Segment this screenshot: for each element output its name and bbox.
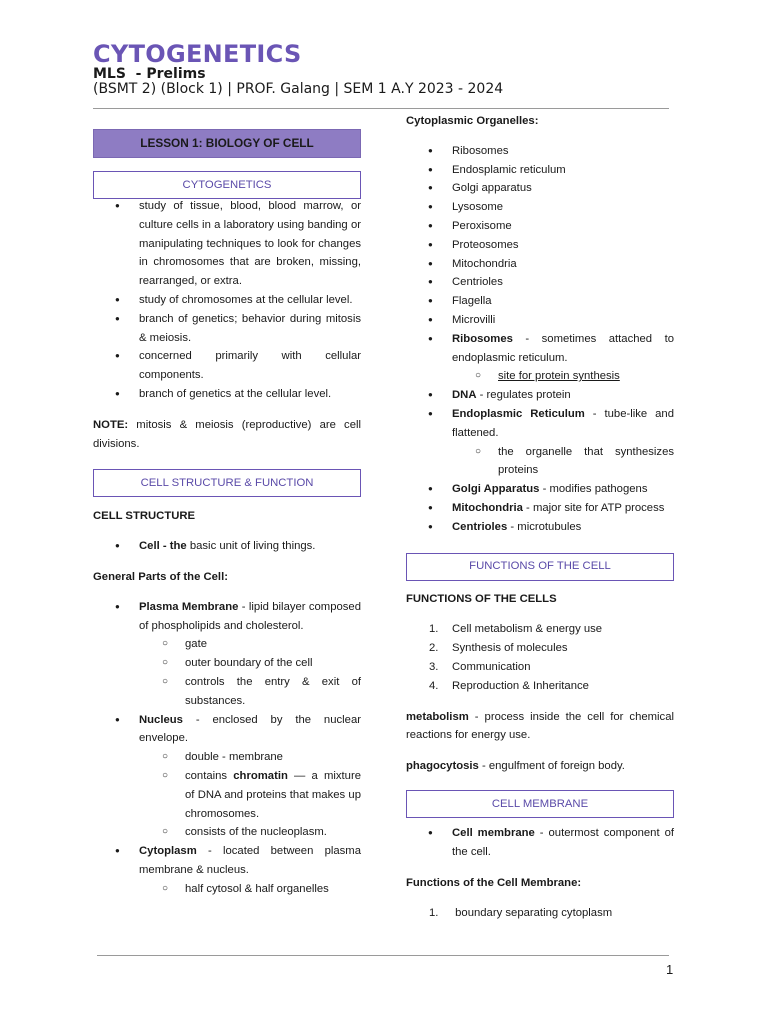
nucleus-text: - enclosed by the nuclear envelope.	[139, 713, 361, 745]
cell-membrane-label: Cell membrane	[452, 826, 535, 839]
list-item: ● Microvilli	[406, 311, 674, 330]
cell-text: basic unit of living things.	[186, 540, 316, 553]
sub-list-item: ○ consists of the nucleoplasm.	[139, 823, 361, 842]
page-number: 1	[666, 962, 674, 977]
list-item-ribosomes	[406, 330, 674, 368]
list-item: ● branch of genetics at the cellular level.	[93, 385, 361, 404]
organelles-heading: Cytoplasmic Organelles:	[406, 115, 539, 127]
item-number: 1.	[429, 623, 439, 636]
list-item: ● Lysosome	[406, 198, 674, 217]
list-item: ● study of chromosomes at the cellular level.	[93, 291, 361, 310]
item-text: Synthesis of molecules	[452, 642, 568, 655]
cytoplasm-label: Cytoplasm	[139, 845, 197, 858]
general-parts-heading: General Parts of the Cell:	[93, 570, 228, 583]
note-label: NOTE:	[93, 418, 129, 431]
phagocytosis-label: phagocytosis	[406, 760, 479, 773]
item-number: 4.	[429, 679, 439, 692]
er-text: - tube-like and flattened.	[452, 407, 674, 439]
metabolism-label: metabolism	[406, 710, 469, 723]
footer-divider	[97, 955, 669, 956]
list-item	[93, 537, 361, 556]
nucleus-sublist-wrapper	[93, 748, 361, 842]
ribosomes-text: - sometimes attached to endoplasmic reticulum.	[452, 332, 674, 364]
section-header-cell-structure	[93, 469, 361, 497]
cell-membrane-functions-heading: Functions of the Cell Membrane:	[406, 876, 582, 889]
cell-membrane-text: - outermost component of the cell.	[452, 826, 674, 858]
cytoplasm-sublist	[139, 880, 361, 899]
list-item: ● branch of genetics; behavior during mitosis & meiosis.	[93, 310, 361, 348]
list-item	[406, 658, 674, 677]
cell-parts-list	[93, 598, 361, 899]
list-item-mitochondria	[406, 499, 674, 518]
list-item-dna	[406, 386, 674, 405]
cell-structure-heading: CELL STRUCTURE	[93, 510, 196, 523]
list-item	[406, 620, 674, 639]
sub-list-item	[139, 767, 361, 823]
ribosomes-sublist-wrapper	[406, 367, 674, 386]
list-item: ● study of tissue, blood, blood marrow, or culture cells in a laboratory using banding or manipulating techniques to look for changes in chromosomes that are broken, missing, rearranged, or extra.	[93, 197, 361, 291]
chromatin-pre: contains	[185, 769, 234, 782]
header-divider	[93, 108, 669, 109]
ribosomes-label: Ribosomes	[452, 332, 513, 345]
list-item: ● Flagella	[406, 292, 674, 311]
organelles-list	[406, 142, 674, 537]
right-column	[406, 112, 674, 923]
item-number: 2.	[429, 642, 439, 655]
document-meta: (BSMT 2) (Block 1) | PROF. Galang | SEM 1 A.Y 2023 - 2024	[93, 81, 504, 97]
golgi-label: Golgi Apparatus	[452, 483, 540, 496]
cytogenetics-definition-list	[93, 197, 361, 404]
lesson-title-box	[93, 129, 361, 158]
nucleus-label: Nucleus	[139, 713, 183, 726]
sub-list-item: ○ gate	[139, 635, 361, 654]
list-item: ● Proteosomes	[406, 236, 674, 255]
metabolism-paragraph	[406, 708, 674, 746]
chromatin-post: — a mixture of DNA and proteins that makes up chromosomes.	[185, 769, 362, 820]
list-item	[406, 639, 674, 658]
list-item: ● Endosplamic reticulum	[406, 161, 674, 180]
item-text: Communication	[452, 660, 531, 673]
mitochondria-label: Mitochondria	[452, 501, 523, 514]
plasma-membrane-text: - lipid bilayer composed of phospholipids and cholesterol.	[139, 600, 361, 632]
cell-membrane-functions-list	[406, 904, 674, 923]
phagocytosis-paragraph	[406, 757, 674, 776]
phagocytosis-text: - engulfment of foreign body.	[478, 760, 625, 773]
section-header-cell-membrane	[406, 790, 674, 818]
list-item-centrioles	[406, 518, 674, 537]
er-sublist	[452, 443, 674, 481]
list-item: ● Ribosomes	[406, 142, 674, 161]
section-title: FUNCTIONS OF THE CELL	[469, 560, 611, 573]
list-item: ● Peroxisome	[406, 217, 674, 236]
list-item: ● Mitochondria	[406, 255, 674, 274]
golgi-text: - modifies pathogens	[539, 483, 648, 496]
cytoplasm-text: - located between plasma membrane & nucleus.	[139, 845, 361, 876]
section-header-cytogenetics	[93, 171, 361, 199]
item-number: 1.	[429, 907, 439, 920]
mitochondria-text: - major site for ATP process	[522, 501, 665, 514]
list-item: ● concerned primarily with cellular components.	[93, 347, 361, 385]
section-title: CELL MEMBRANE	[491, 797, 589, 810]
er-sublist-wrapper	[406, 443, 674, 481]
metabolism-text: - process inside the cell for chemical reactions for energy use.	[406, 710, 674, 742]
plasma-membrane-label: Plasma Membrane	[139, 600, 239, 613]
list-item	[406, 904, 674, 923]
list-item	[406, 677, 674, 696]
item-text: boundary separating cytoplasm	[452, 907, 613, 920]
sub-list-item: ○ site for protein synthesis	[452, 367, 674, 386]
functions-heading: FUNCTIONS OF THE CELLS	[406, 592, 557, 605]
plasma-membrane-sublist	[139, 635, 361, 710]
dna-label: DNA	[452, 389, 477, 402]
centrioles-label: Centrioles	[452, 520, 508, 533]
cell-list	[93, 537, 361, 556]
list-item-nucleus	[93, 711, 361, 749]
sub-list-item: ○ half cytosol & half organelles	[139, 880, 361, 899]
cell-membrane-list	[406, 824, 674, 862]
plasma-membrane-sublist-wrapper	[93, 635, 361, 710]
note-paragraph	[93, 416, 361, 454]
list-item	[406, 824, 674, 862]
item-text: Cell metabolism & energy use	[452, 623, 603, 636]
sub-list-item: ○ double - membrane	[139, 748, 361, 767]
section-header-functions	[406, 553, 674, 581]
document-subtitle: MLS - Prelims	[93, 66, 206, 82]
list-item: ● Golgi apparatus	[406, 179, 674, 198]
list-item: ● Centrioles	[406, 273, 674, 292]
list-item-golgi	[406, 480, 674, 499]
section-title: CYTOGENETICS	[182, 178, 272, 191]
lesson-title: LESSON 1: BIOLOGY OF CELL	[140, 136, 314, 151]
sub-list-item: ○ controls the entry & exit of substances.	[139, 673, 361, 711]
functions-list	[406, 620, 674, 695]
chromatin-term: chromatin	[233, 769, 288, 782]
er-label: Endoplasmic Reticulum	[452, 407, 585, 420]
ribosomes-sublist	[452, 367, 674, 386]
sub-list-item: ○ the organelle that synthesizes proteins	[452, 443, 674, 481]
note-text: mitosis & meiosis (reproductive) are cell divisions.	[93, 418, 361, 450]
dna-text: - regulates protein	[476, 389, 571, 402]
cell-label: Cell - the	[139, 540, 187, 553]
list-item-plasma-membrane	[93, 598, 361, 636]
sub-list-item: ○ outer boundary of the cell	[139, 654, 361, 673]
list-item-cytoplasm	[93, 842, 361, 880]
centrioles-text: - microtubules	[507, 520, 582, 533]
section-title: CELL STRUCTURE & FUNCTION	[140, 476, 314, 489]
left-column	[93, 129, 361, 899]
document-title: CYTOGENETICS	[93, 40, 302, 68]
cytoplasm-sublist-wrapper	[93, 880, 361, 899]
item-number: 3.	[429, 660, 439, 673]
item-text: Reproduction & Inheritance	[452, 679, 589, 692]
list-item-er	[406, 405, 674, 443]
nucleus-sublist	[139, 748, 361, 842]
